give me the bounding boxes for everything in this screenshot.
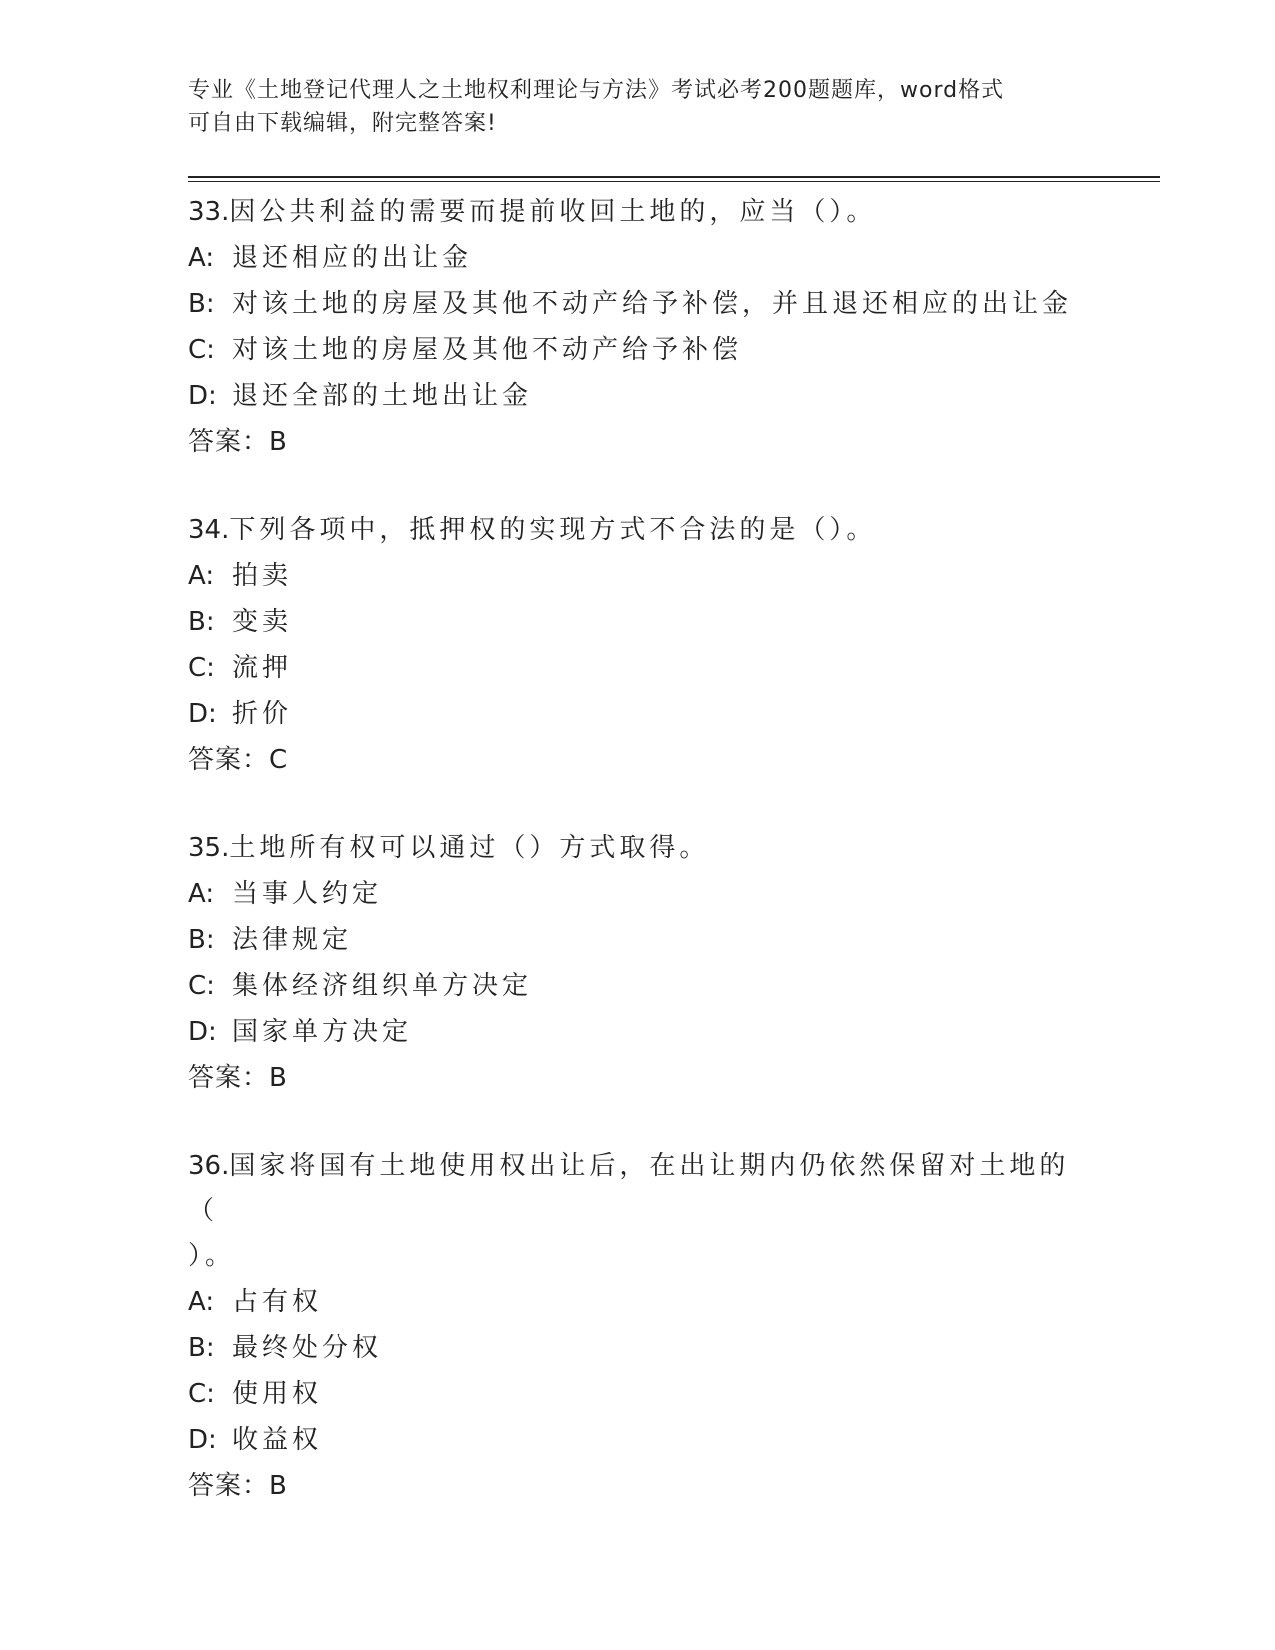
option-text: 当事人约定 <box>232 879 383 909</box>
question-text: 因公共利益的需要而提前收回土地的，应当（）。 <box>229 197 877 227</box>
option-a <box>188 235 1088 281</box>
option-d <box>188 691 1088 737</box>
question-stem-continuation: ）。 <box>188 1241 236 1271</box>
option-b <box>188 917 1088 963</box>
option-text: 占有权 <box>232 1287 323 1317</box>
document-header <box>188 74 1088 140</box>
question-number: 36. <box>188 1151 230 1181</box>
question-33 <box>188 190 1088 465</box>
option-key: B: <box>188 607 215 637</box>
option-text: 退还全部的土地出让金 <box>232 381 533 411</box>
option-text: 流押 <box>232 653 293 683</box>
answer-line: 答案：B <box>188 427 288 457</box>
question-number: 33. <box>188 197 230 227</box>
option-key: A: <box>188 1287 215 1317</box>
option-key: D: <box>188 381 217 411</box>
option-text: 退还相应的出让金 <box>232 243 473 273</box>
option-a <box>188 871 1088 917</box>
option-a <box>188 1279 1088 1325</box>
option-key: C: <box>188 653 215 683</box>
option-text: 使用权 <box>232 1379 323 1409</box>
option-c <box>188 645 1088 691</box>
answer-line: 答案：C <box>188 745 289 775</box>
option-text: 法律规定 <box>232 925 353 955</box>
option-text: 集体经济组织单方决定 <box>232 971 533 1001</box>
question-36 <box>188 1144 1088 1509</box>
question-number: 35. <box>188 833 230 863</box>
option-key: B: <box>188 289 215 319</box>
option-text: 变卖 <box>232 607 293 637</box>
option-b <box>188 1325 1088 1371</box>
option-d <box>188 373 1088 419</box>
option-text: 最终处分权 <box>232 1333 383 1363</box>
question-text: 国家将国有土地使用权出让后，在出让期内仍依然保留对土地的（ <box>188 1151 1070 1226</box>
option-c <box>188 963 1088 1009</box>
question-stem <box>188 1144 1088 1234</box>
question-text: 土地所有权可以通过（）方式取得。 <box>229 833 710 863</box>
option-key: A: <box>188 243 215 273</box>
question-stem <box>188 190 1088 235</box>
option-key: D: <box>188 1425 217 1455</box>
option-text: 对该土地的房屋及其他不动产给予补偿 <box>232 335 743 365</box>
option-text: 国家单方决定 <box>232 1017 413 1047</box>
option-key: C: <box>188 971 215 1001</box>
option-key: C: <box>188 1379 215 1409</box>
option-key: B: <box>188 1333 215 1363</box>
option-b <box>188 599 1088 645</box>
question-stem <box>188 508 1088 553</box>
option-text: 收益权 <box>232 1425 323 1455</box>
question-35 <box>188 826 1088 1101</box>
option-key: B: <box>188 925 215 955</box>
option-text: 折价 <box>232 699 293 729</box>
header-divider-thin <box>188 181 1160 182</box>
option-a <box>188 553 1088 599</box>
header-line-1: 专业《土地登记代理人之土地权利理论与方法》考试必考200题题库，word格式 <box>188 78 1005 103</box>
question-34 <box>188 508 1088 783</box>
option-key: C: <box>188 335 215 365</box>
option-b <box>188 281 1088 327</box>
option-key: D: <box>188 699 217 729</box>
option-text: 拍卖 <box>232 561 293 591</box>
header-divider-thick <box>188 176 1160 178</box>
answer-line: 答案：B <box>188 1063 288 1093</box>
option-d <box>188 1009 1088 1055</box>
question-text: 下列各项中，抵押权的实现方式不合法的是（）。 <box>229 515 877 545</box>
option-c <box>188 327 1088 373</box>
question-stem <box>188 826 1088 871</box>
header-line-2: 可自由下载编辑，附完整答案! <box>188 111 497 136</box>
option-key: A: <box>188 561 215 591</box>
option-c <box>188 1371 1088 1417</box>
option-key: A: <box>188 879 215 909</box>
option-key: D: <box>188 1017 217 1047</box>
option-text: 对该土地的房屋及其他不动产给予补偿，并且退还相应的出让金 <box>232 289 1073 319</box>
option-d <box>188 1417 1088 1463</box>
answer-line: 答案：B <box>188 1471 288 1501</box>
question-list <box>188 190 1088 1552</box>
question-number: 34. <box>188 515 230 545</box>
